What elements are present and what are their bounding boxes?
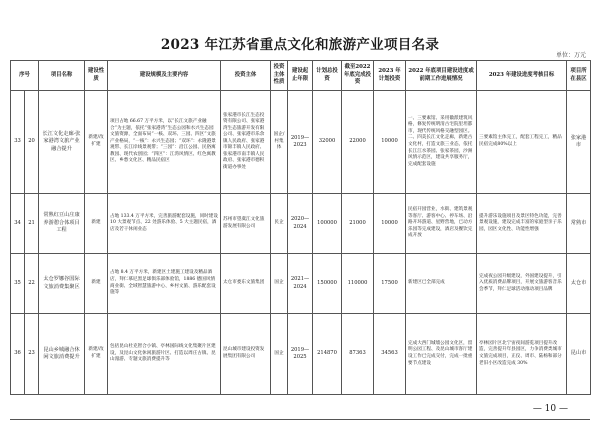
- row-name: 昆山乡城融合休闲文旅消费提升: [39, 314, 85, 395]
- row-location: 常熟市: [567, 194, 591, 254]
- project-table: [10, 60, 591, 395]
- header-done: 截至2022 年底完成投资: [342, 61, 374, 91]
- row-planned: 32000: [313, 91, 342, 194]
- row-done: 110000: [342, 254, 374, 314]
- row-period: 2019—2025: [288, 314, 313, 395]
- row-done: 87363: [342, 314, 374, 395]
- header-name: 项目名称: [39, 61, 85, 91]
- row-nature: 新建: [85, 194, 108, 254]
- header-row: [11, 61, 591, 91]
- row-target2023: 三要素馆主体完工，配套工程完工，精品民宿完成80%以上: [477, 91, 567, 194]
- row-name: 常熟红豆山庄康养游憩合体项目工程: [39, 194, 85, 254]
- row-seq-a: 34: [11, 194, 25, 254]
- header-nature: 建设性质: [85, 61, 108, 91]
- unit-label: 单位：万元: [555, 52, 586, 59]
- header-inv-nature: 投资主体性质: [271, 61, 288, 91]
- row-planned: 100000: [313, 194, 342, 254]
- row-seq-a: 36: [11, 314, 25, 395]
- row-inv-nature: 国企/村集体: [271, 91, 288, 194]
- header-period: 建设起止年限: [288, 61, 313, 91]
- row-inv-nature: 国企: [271, 254, 288, 314]
- table-row: [11, 194, 591, 254]
- row-nature: 新建/改扩建: [85, 314, 108, 395]
- table-row: [11, 254, 591, 314]
- row-seq-b: 20: [25, 91, 39, 194]
- row-seq-b: 23: [25, 314, 39, 395]
- row-target2023: 提升游乐设施项目及景区特色功能，完善景观设施，建设完成丰富的家庭型亲子乐园，园区文化性、功能性增强: [477, 194, 567, 254]
- row-investor: 太仓市娄东文旅集团: [221, 254, 271, 314]
- row-name: 长江文化走廊·张家港湾文旅产业融合提升: [39, 91, 85, 194]
- row-inv-nature: 民企: [271, 194, 288, 254]
- row-period: 2021—2024: [288, 254, 313, 314]
- header-progress2022: 2022 年底项目建设进度或前期工作进展情况: [406, 61, 477, 91]
- row-period: 2020—2024: [288, 194, 313, 254]
- row-seq-a: 35: [11, 254, 25, 314]
- header-investor: 投资主体: [221, 61, 271, 91]
- page-title: 2023 年江苏省重点文化和旅游产业项目名录: [160, 37, 440, 53]
- row-name: 太仓罗娜谷国际文旅消费集聚区: [39, 254, 85, 314]
- header-planned: 计划总投资: [313, 61, 342, 91]
- row-plan2023: 10000: [374, 194, 406, 254]
- row-nature: 新建: [85, 254, 108, 314]
- row-progress2022: 新建区已全部完成: [406, 254, 477, 314]
- row-plan2023: 10000: [374, 91, 406, 194]
- row-progress2022: 一、三要素馆、采用徽派建筑风格，修复传统明清古宅院里坦都市，现代传统风格交融型园区。二、四美长江文化走廊，新建古文化村，打造文旅三业态，依托长江江水茶园、张家茶园，沙洲风情示范区，建设共享服务厅，完成配套设施: [406, 91, 477, 194]
- row-done: 22000: [342, 91, 374, 194]
- row-plan2023: 34563: [374, 314, 406, 395]
- row-inv-nature: 国企: [271, 314, 288, 395]
- row-planned: 214870: [313, 314, 342, 395]
- row-location: 太仓市: [567, 254, 591, 314]
- row-location: 昆山市: [567, 314, 591, 395]
- row-scale: 项目占地 66.67 万平方米，以“长江文旅产业融合”为主题，依托“张家港湾”生态公园和水兴生态园文旅资源，全面布局“一核、双环、三园、四区”文旅产业格局，“一核”：永兴生态园；“双环”：永隆港景观带、长江岸线景观带；“三园”：沿江公园、民俗寓教园、现代农创园；“四区”：江湾风情区、红色寓教区、乡愁文化区、精品民宿区: [108, 91, 221, 194]
- row-investor: 张家港市长江生态投资有限公司、张家港湾生态旅游开发有限公司、张家港市乐余镇人民政府、张家港市锦丰镇人民政府、张家港市南丰镇人民政府、张家港市德积街道办事处: [221, 91, 271, 194]
- row-target2023: 亭林园片区北宁宙夜间游览项目提升改造，完善提升年县园区，力争消费类城市文旅完成项目，正仪、周市、陆杨和部分老旧小区改造完成 30%: [477, 314, 567, 395]
- row-done: 21000: [342, 194, 374, 254]
- row-scale: 包括昆山杜克智合小镇、亭林国际线文化集聚片区建设，及昆山文化休闲旅游片区、打造以周庄古镇、昆山漫游、专题文旅消费提升等: [108, 314, 221, 395]
- header-seq: 序号: [11, 61, 39, 91]
- header-scale: 建设规模及主要内容: [108, 61, 221, 91]
- row-seq-b: 21: [25, 194, 39, 254]
- row-location: 张家港市: [567, 91, 591, 194]
- row-scale: 占地 133.4 万平方米，完善旅游配套设施，同时建设 10 大景观节点、22 处游乐体验、5 大主题民宿，酒店及若干休闲业态: [108, 194, 221, 254]
- table-row: [11, 314, 591, 395]
- row-investor: 苏州市望虞江文化旅游发展有限公司: [221, 194, 271, 254]
- row-nature: 新建/改扩建: [85, 91, 108, 194]
- row-target2023: 完成夜公园升级建设，外国建设提升，引入优质消费品牌项目，开展文旅游客音乐会季节，拜仁足球活动推动项目品牌: [477, 254, 567, 314]
- row-seq-b: 22: [25, 254, 39, 314]
- row-progress2022: 完成大西门城墙公园文化区，留明公园工程、及昆山城市客厅建设工作已完成交付，完成一批重要节点建设: [406, 314, 477, 395]
- header-target2023: 2023 年建设进度考核目标: [477, 61, 567, 91]
- row-scale: 占地 8.4 万平方米，新建区土建施工建设及精品酒店，拜仁慕尼黑足球俱乐部体验馆，1886 德国风情商业街、全域智慧旅游中心、乡村文旅、游乐配套设施等: [108, 254, 221, 314]
- row-period: 2019—2023: [288, 91, 313, 194]
- footer-divider: [10, 419, 590, 420]
- row-progress2022: 民宿开园营业，水街、建筑景观等客厅、游客中心、停车场、沿路开环游道、星野营地，已动方乐园等完成建设，酒店及餐饮完成开放: [406, 194, 477, 254]
- page-number: — 10 —: [532, 404, 568, 414]
- header-plan2023: 2023 年计划投资: [374, 61, 406, 91]
- row-plan2023: 17500: [374, 254, 406, 314]
- row-investor: 昆山城市建设投资发展集团有限公司: [221, 314, 271, 395]
- row-planned: 150000: [313, 254, 342, 314]
- header-location: 项目所在县区: [567, 61, 591, 91]
- table-row: [11, 91, 591, 194]
- row-seq-a: 33: [11, 91, 25, 194]
